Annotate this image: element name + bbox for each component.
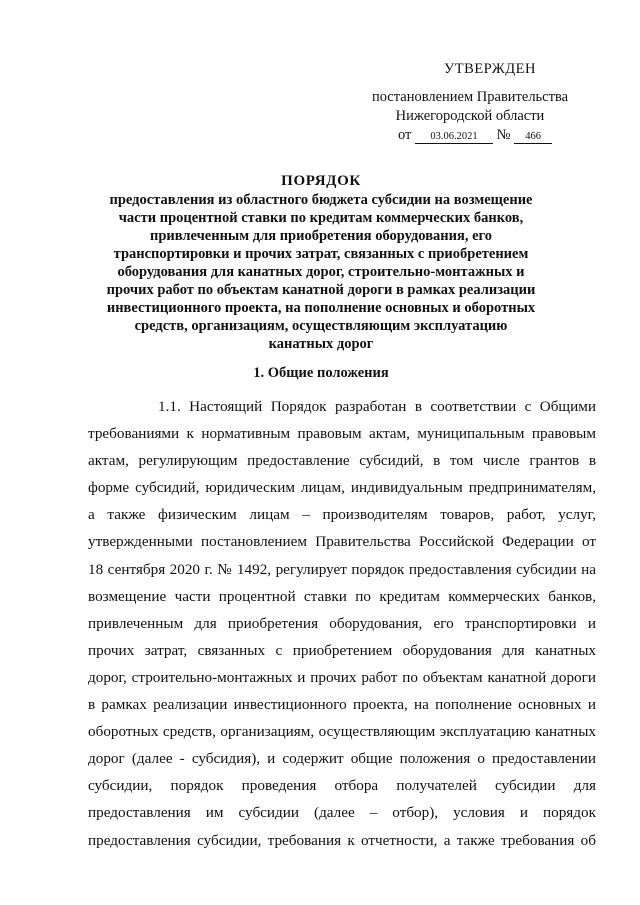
body-line: привлеченным для приобретения оборудования, его транспортировки и <box>88 614 596 632</box>
body-line: форме субсидий, юридическим лицам, индивидуальным предпринимателям, <box>88 479 596 497</box>
body-line: предоставления им субсидии (далее – отбор), условия и порядок <box>88 804 596 822</box>
body-line: оборотных средств, организациям, осуществляющим эксплуатацию канатных <box>88 723 596 741</box>
body-line: требованиями к нормативным правовым актам, муниципальным правовым <box>88 425 596 443</box>
approval-line-1: постановлением Правительства <box>371 89 569 105</box>
title-line: инвестиционного проекта, на пополнение основных и оборотных <box>106 300 536 316</box>
body-paragraph <box>88 393 596 854</box>
title-line: канатных дорог <box>268 336 374 352</box>
title-line: транспортировки и прочих затрат, связанных с приобретением <box>113 246 529 262</box>
approval-title: УТВЕРЖДЕН <box>444 61 536 77</box>
body-line: субсидии, порядок проведения отбора получателей субсидии для <box>88 777 596 795</box>
approval-date: 03.06.2021 <box>415 131 493 144</box>
body-line: дорог (далее - субсидия), и содержит общие положения о предоставлении <box>88 750 596 768</box>
title-line: привлеченным для приобретения оборудования, его <box>149 228 492 244</box>
body-line: а также физическим лицам – производителям товаров, работ, услуг, <box>88 506 596 524</box>
body-line: 1.1. Настоящий Порядок разработан в соответствии с Общими <box>158 398 596 415</box>
title-line: средств, организациям, осуществляющим эксплуатацию <box>134 318 508 334</box>
body-line: прочих затрат, связанных с приобретением оборудования для канатных <box>88 641 596 659</box>
title-line: предоставления из областного бюджета субсидии на возмещение <box>109 192 533 208</box>
document-title <box>90 172 552 353</box>
approval-date-line <box>360 126 580 145</box>
approval-line-2: Нижегородской области <box>395 108 545 124</box>
body-line: в рамках реализации инвестиционного проекта, на пополнение основных и <box>88 696 596 714</box>
body-line: 18 сентября 2020 г. № 1492, регулирует порядок предоставления субсидии на <box>88 560 596 578</box>
date-prefix: от <box>398 127 412 143</box>
title-line: прочих работ по объектам канатной дороги в рамках реализации <box>106 282 536 298</box>
body-line: дорог, строительно-монтажных и прочих работ по объектам канатной дороги <box>88 668 596 686</box>
approval-stamp <box>360 60 580 145</box>
body-line: актам, регулирующим предоставление субсидий, в том числе грантов в <box>88 452 596 470</box>
body-line: предоставления субсидии, требования к отчетности, а также требования об <box>88 831 596 849</box>
body-line: возмещение части процентной ставки по кредитам коммерческих банков, <box>88 587 596 605</box>
body-line: утвержденными постановлением Правительства Российской Федерации от <box>88 533 596 551</box>
approval-number: 466 <box>514 131 552 144</box>
title-line: части процентной ставки по кредитам коммерческих банков, <box>118 210 524 226</box>
number-prefix: № <box>496 127 511 143</box>
document-heading: ПОРЯДОК <box>281 173 361 189</box>
section-title: 1. Общие положения <box>253 365 389 381</box>
title-line: оборудования для канатных дорог, строительно-монтажных и <box>117 264 525 280</box>
